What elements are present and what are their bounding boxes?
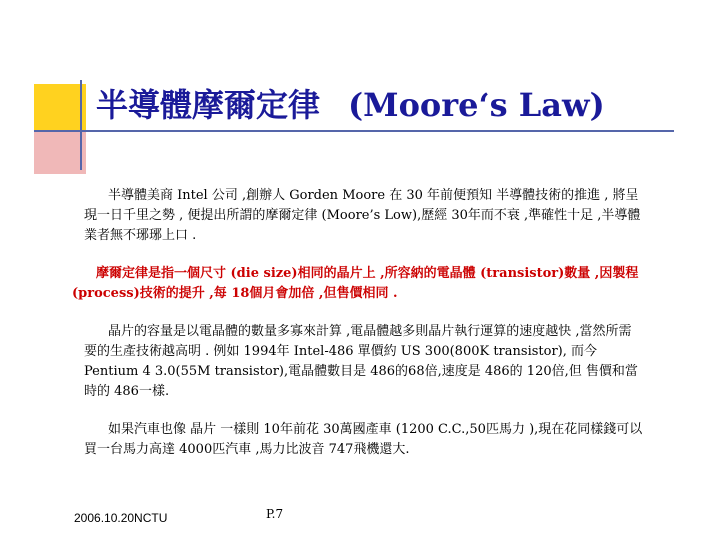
decor-yellow-square: [34, 84, 86, 132]
title-english: (Moore‘s Law): [348, 86, 605, 124]
title-chinese: 半導體摩爾定律: [96, 86, 321, 124]
footer-page-number: P.7: [266, 507, 284, 521]
paragraph-car-analogy: 如果汽車也像 晶片 一樣則 10年前花 30萬國產車 (1200 C.C.,50匹馬力 ),現在花同樣錢可以買一台馬力高達 4000匹汽車 ,馬力比波音 747飛機還大.: [84, 422, 643, 457]
paragraph-example: 晶片的容量是以電晶體的數量多寡來計算 ,電晶體越多則晶片執行運算的速度越快 ,當然所需要的生產技術越高明 . 例如 1994年 Intel-486 單價約 US 300(800K transistor), 而今 Pentium 4 3.0(55M transistor),電晶體數目是 486的68倍,速度是 486的 120倍,但 售價和當時的 486一樣.: [84, 324, 638, 399]
slide-body: [72, 186, 644, 478]
footer-date: 2006.10.20NCTU: [74, 511, 168, 525]
paragraph-intro: 半導體美商 Intel 公司 ,創辦人 Gorden Moore 在 30 年前便預知 半導體技術的推進 , 將呈現一日千里之勢 , 便提出所謂的摩爾定律 (Moore’s Low),歷經 30年而不衰 ,準確性十足 ,半導體業者無不琊琊上口 .: [84, 188, 641, 243]
slide-title: [96, 80, 696, 126]
decor-horizontal-line: [34, 130, 674, 132]
decor-pink-square: [34, 132, 86, 174]
paragraph-definition: 摩爾定律是指一個尺寸 (die size)相同的晶片上 ,所容納的電晶體 (transistor)數量 ,因製程 (process)技術的提升 ,每 18個月會加倍 ,但售價相同 .: [72, 266, 639, 301]
decor-vertical-line: [80, 80, 82, 170]
